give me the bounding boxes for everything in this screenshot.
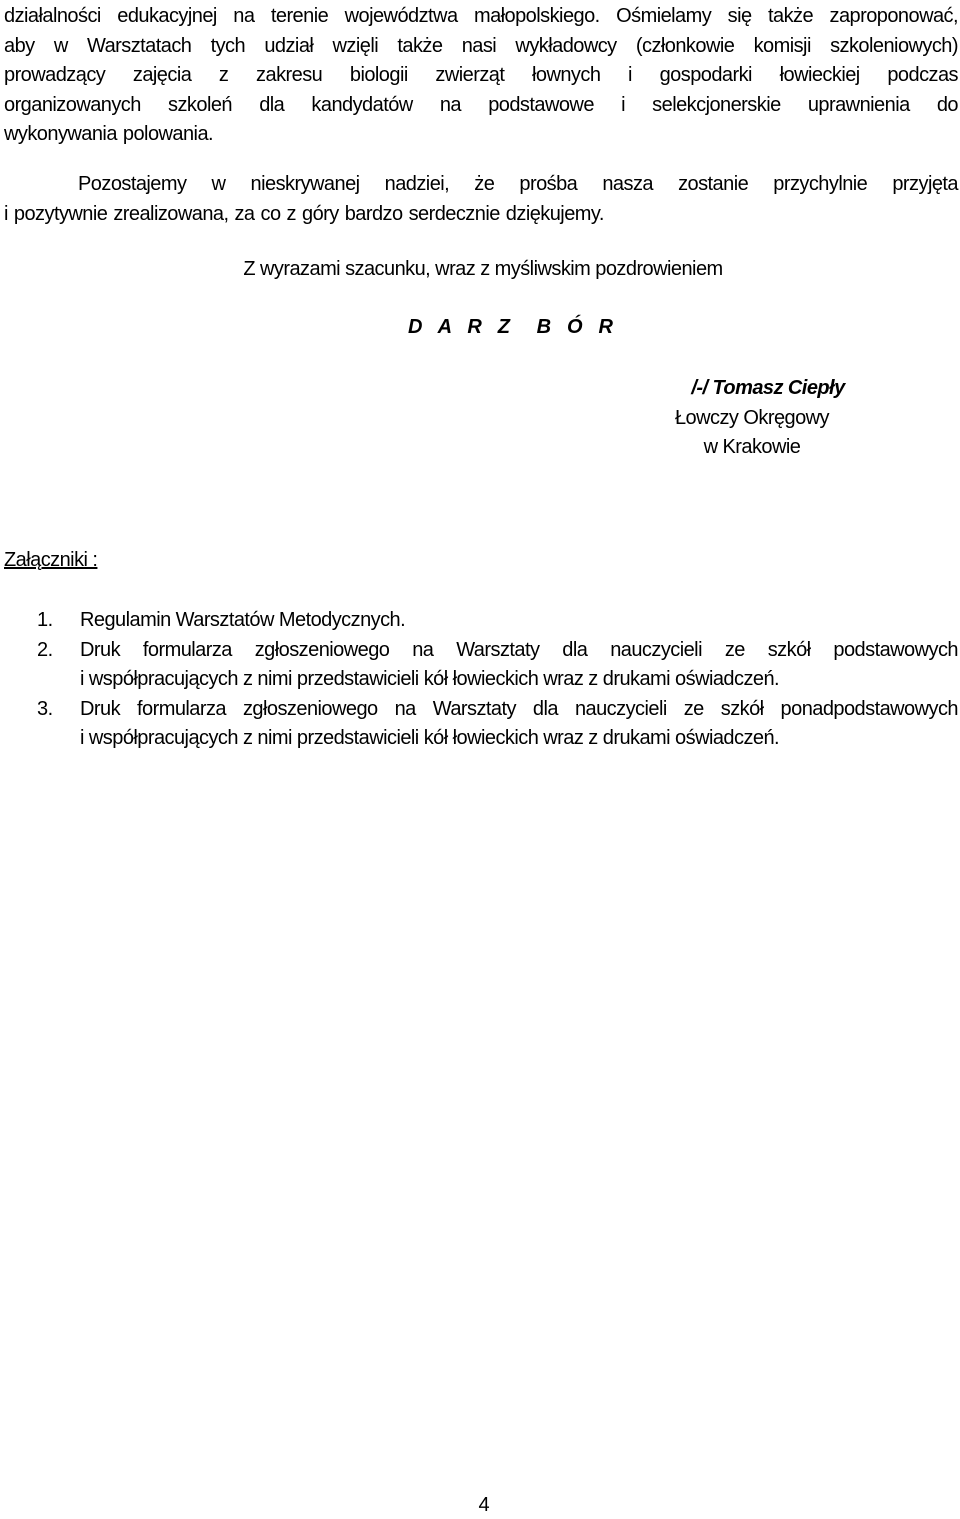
paragraph-line: działalności edukacyjnej na terenie województwa małopolskiego. Ośmielamy się także zaproponować, xyxy=(4,5,958,27)
paragraph-line: organizowanych szkoleń dla kandydatów na podstawowe i selekcjonerskie uprawnienia do xyxy=(4,93,958,116)
attachment-number: 3. xyxy=(37,697,53,720)
attachment-line: Druk formularza zgłoszeniowego na Warsztaty dla nauczycieli ze szkół podstawowych xyxy=(80,638,958,661)
attachment-number: 1. xyxy=(37,609,53,631)
attachment-number: 2. xyxy=(37,638,53,661)
paragraph-line: Pozostajemy w nieskrywanej nadziei, że prośba nasza zostanie przychylnie przyjęta xyxy=(78,173,958,195)
organization-name: D A R Z B Ó R xyxy=(408,316,619,338)
attachment-line: Regulamin Warsztatów Metodycznych. xyxy=(80,609,406,631)
attachment-item xyxy=(4,636,958,695)
attachments-heading: Załączniki : xyxy=(4,549,98,571)
paragraph-line: i pozytywnie zrealizowana, za co z góry bardzo serdecznie dziękujemy. xyxy=(4,202,604,225)
attachment-line: i współpracujących z nimi przedstawicieli kół łowieckich wraz z drukami oświadczeń. xyxy=(80,727,780,749)
attachment-item xyxy=(4,606,958,636)
page-number: 4 xyxy=(478,1494,490,1516)
body-paragraph-2 xyxy=(4,170,958,229)
paragraph-line: aby w Warsztatach tych udział wzięli także nasi wykładowcy (członkowie komisji szkoleniowych) xyxy=(4,34,958,57)
attachments-list xyxy=(4,606,958,754)
attachment-line: Druk formularza zgłoszeniowego na Warsztaty dla nauczycieli ze szkół ponadpodstawowych xyxy=(80,697,958,720)
attachment-item xyxy=(4,695,958,754)
closing-salutation: Z wyrazami szacunku, wraz z myśliwskim pozdrowieniem xyxy=(243,258,723,280)
signature-block xyxy=(620,374,880,463)
signatory-role: Łowczy Okręgowy xyxy=(674,406,830,429)
attachment-line: i współpracujących z nimi przedstawicieli kół łowieckich wraz z drukami oświadczeń. xyxy=(80,668,780,690)
paragraph-line: prowadzący zajęcia z zakresu biologii zwierząt łownych i gospodarki łowieckiej podczas xyxy=(4,64,958,86)
body-paragraph-1 xyxy=(4,2,958,150)
paragraph-line: wykonywania polowania. xyxy=(4,123,214,145)
signatory-place: w Krakowie xyxy=(703,436,801,458)
signatory-name: /-/ Tomasz Ciepły xyxy=(691,377,845,399)
